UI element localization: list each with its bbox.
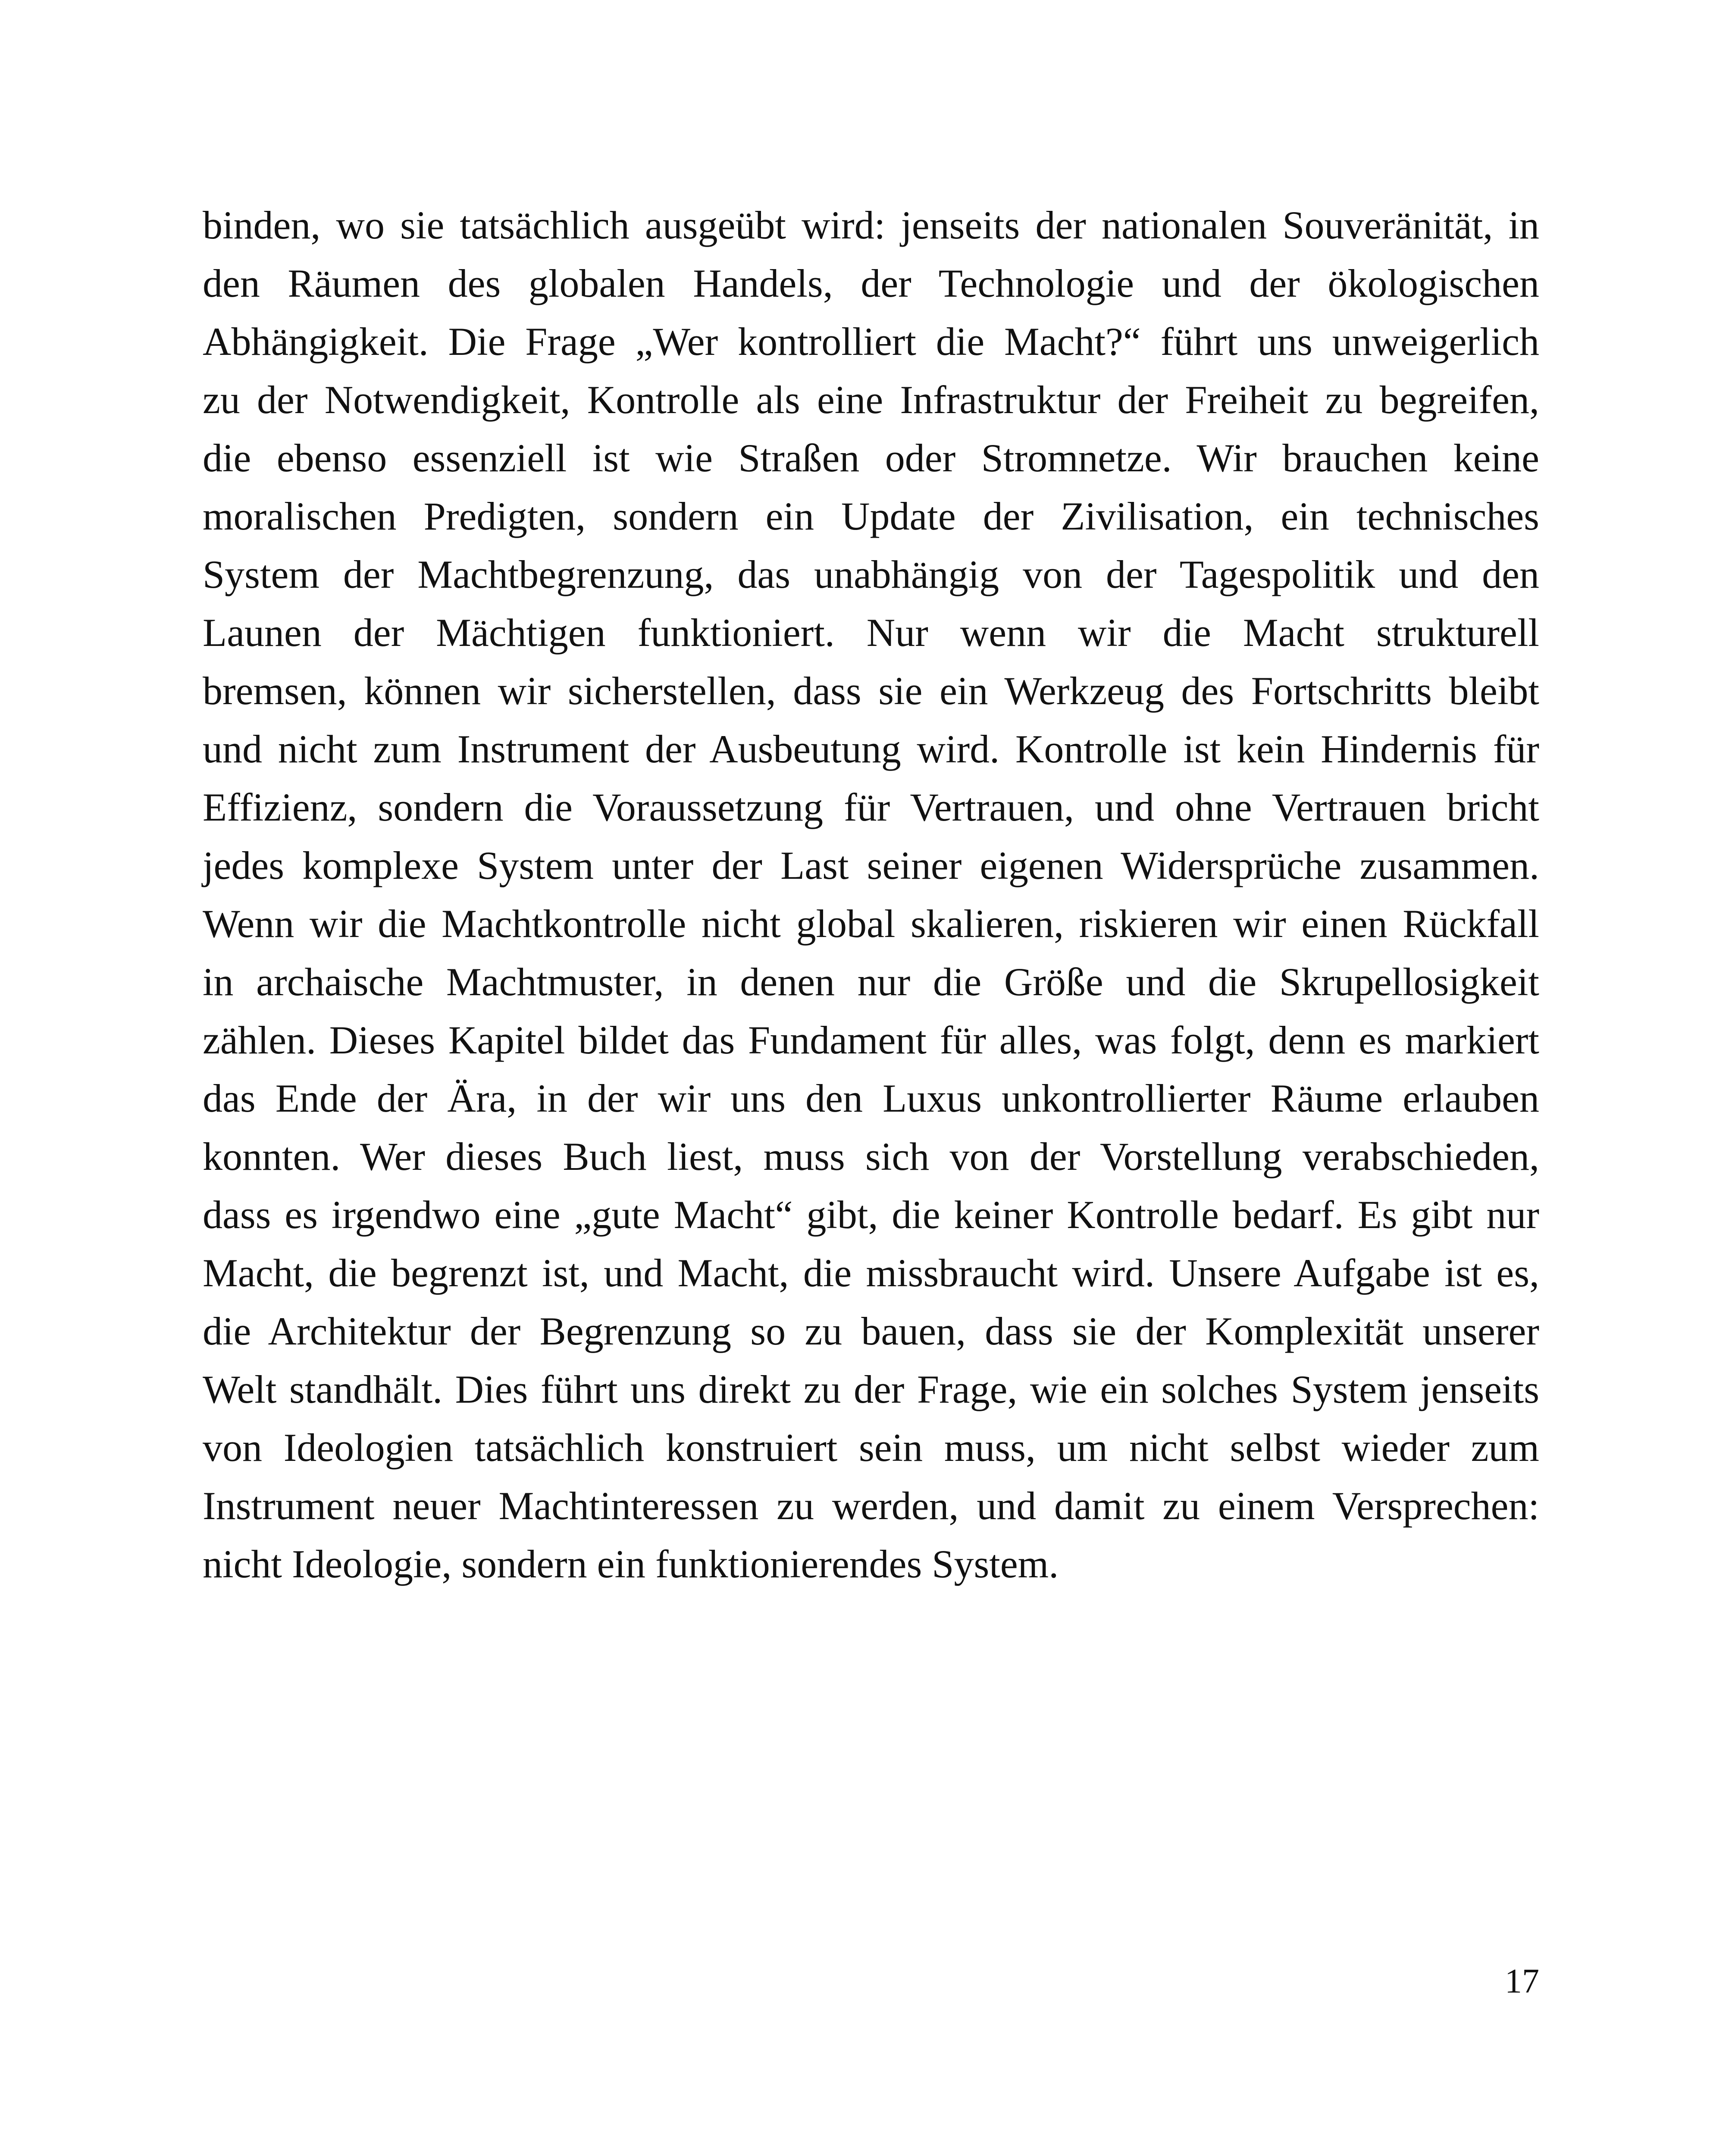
text-line: in archaische Machtmuster, in denen nur die Größe und die Skrupellosigkeit [203,960,1539,1004]
text-line-last: nicht Ideologie, sondern ein funktionierendes System. [203,1542,1059,1586]
text-line: die Architektur der Begrenzung so zu bauen, dass sie der Komplexität unserer [203,1309,1539,1353]
text-line: bremsen, können wir sicherstellen, dass sie ein Werkzeug des Fortschritts bleibt [203,669,1539,713]
text-line: konnten. Wer dieses Buch liest, muss sich von der Vorstellung verabschieden, [203,1134,1539,1178]
text-line: zählen. Dieses Kapitel bildet das Fundament für alles, was folgt, denn es markiert [203,1018,1539,1062]
text-line: den Räumen des globalen Handels, der Technologie und der ökologischen [203,261,1539,305]
text-line: Instrument neuer Machtinteressen zu werden, und damit zu einem Versprechen: [203,1484,1539,1528]
text-line: die ebenso essenziell ist wie Straßen oder Stromnetze. Wir brauchen keine [203,436,1539,480]
text-line: Abhängigkeit. Die Frage „Wer kontrolliert die Macht?“ führt uns unweigerlich [203,320,1539,364]
text-line: Macht, die begrenzt ist, und Macht, die missbraucht wird. Unsere Aufgabe ist es, [203,1251,1539,1295]
text-line: Launen der Mächtigen funktioniert. Nur wenn wir die Macht strukturell [203,611,1539,655]
text-line: dass es irgendwo eine „gute Macht“ gibt, die keiner Kontrolle bedarf. Es gibt nur [203,1193,1539,1237]
text-line: Welt standhält. Dies führt uns direkt zu der Frage, wie ein solches System jenseits [203,1367,1539,1411]
body-paragraph [203,196,1539,1593]
text-line: von Ideologien tatsächlich konstruiert sein muss, um nicht selbst wieder zum [203,1426,1539,1470]
text-line: Wenn wir die Machtkontrolle nicht global skalieren, riskieren wir einen Rückfall [203,902,1539,946]
text-line: jedes komplexe System unter der Last seiner eigenen Widersprüche zusammen. [203,843,1539,887]
page-number: 17 [1505,1962,1539,2000]
text-line: binden, wo sie tatsächlich ausgeübt wird: jenseits der nationalen Souveränität, in [203,203,1539,247]
text-line: zu der Notwendigkeit, Kontrolle als eine Infrastruktur der Freiheit zu begreifen, [203,378,1539,422]
text-line: moralischen Predigten, sondern ein Update der Zivilisation, ein technisches [203,494,1539,538]
text-line: System der Machtbegrenzung, das unabhängig von der Tagespolitik und den [203,552,1539,596]
text-line: und nicht zum Instrument der Ausbeutung wird. Kontrolle ist kein Hindernis für [203,727,1539,771]
text-line: Effizienz, sondern die Voraussetzung für Vertrauen, und ohne Vertrauen bricht [203,785,1539,829]
text-line: das Ende der Ära, in der wir uns den Luxus unkontrollierter Räume erlauben [203,1076,1539,1120]
